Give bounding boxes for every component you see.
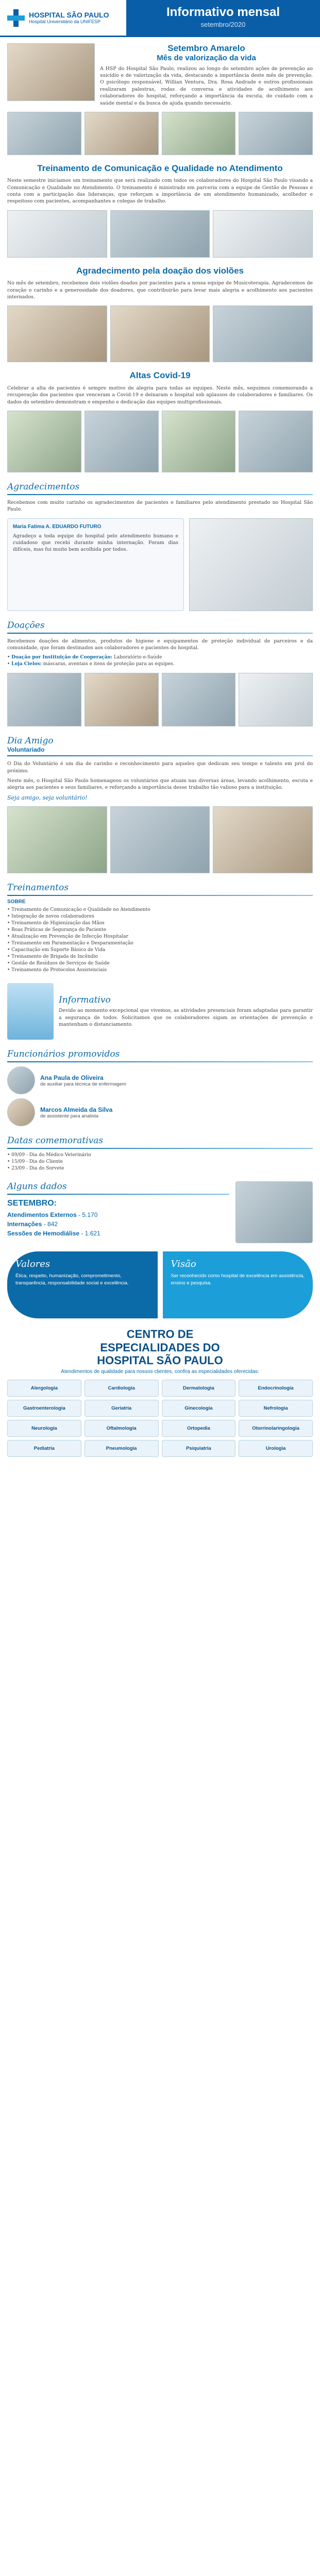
photo-event-1 [7,112,81,155]
specialty-item: Endocrinologia [239,1380,313,1397]
section-divider [7,895,313,896]
photo-event-4 [239,112,313,155]
info-illustration [7,983,54,1040]
training-item: • Treinamento de Higienização das Mãos [7,920,105,926]
section-altas-covid [0,362,320,472]
training-item: • Atualização em Prevenção de Infecção Hospitalar [7,934,128,939]
avatar [7,1066,35,1094]
stat-row: Sessões de Hemodiálise - 1.621 [7,1230,100,1238]
header-banner [126,0,320,36]
specialty-item: Gastroenterologia [7,1400,81,1417]
promoted-role: de assistente para analista [40,1113,99,1119]
section-title: Agradecimento pela doação dos violões [76,265,244,276]
hospital-cross-icon [7,9,25,27]
photo-hospital [235,1181,313,1243]
photo-donation-1 [7,673,81,726]
vision-card [163,1251,313,1318]
photo-volunteer-2 [110,806,210,873]
date-item: • 09/09 - Dia do Médico Veterinário [7,1153,91,1158]
donation-item: • Doação por Instituição de Cooperação: Laboratório e-Saúde [7,655,162,660]
section-text: No mês de setembro, recebemos dois violões doados por pacientes para a nossa equipe de Musicoterapia. Agradecemos de coração o carinho e a generosidade dos doadores, que contribuirão para levar mais alegria e acolhimento aos pacientes internados. [7,280,313,300]
specialties-grid [7,1380,313,1457]
section-text: O Dia do Voluntário é um dia de carinho e reconhecimento para aqueles que dedicam seu tempo e talento em prol do próximo. [7,761,313,774]
section-text: Devido ao momento excepcional que vivemos, as atividades presenciais foram adaptadas para garantir a segurança de todos. Solicitamos que os colaboradores sigam as orientações de prevenção e mantenham o distanciamento. [59,1008,313,1027]
values-title: Valores [15,1259,50,1270]
training-item: • Treinamento de Protocolos Assistenciais [7,968,107,973]
vision-text: Ser reconhecido como hospital de excelência em assistência, ensino e pesquisa. [171,1273,305,1286]
photo-event-2 [85,112,159,155]
photo-donation-2 [85,673,159,726]
section-text: Celebrar a alta de pacientes é sempre motivo de alegria para todas as equipes. Neste mês, seguimos comemorando a recuperação dos pacientes que venceram a Covid-19 e deixaram o hospital sob aplausos de colaboradores e familiares. Os dados do setembro demonstram o empenho e dedicação das equipes multiprofissionais. [7,385,313,405]
section-heading: Alguns dados [7,1181,67,1192]
stat-row: Atendimentos Externos - 5.170 [7,1211,98,1219]
section-especialidades [0,1318,320,1457]
section-subtitle: Mês de valorização da vida [157,53,256,62]
section-treinamento [0,155,320,258]
specialty-item: Nefrologia [239,1400,313,1417]
section-title: Altas Covid-19 [129,370,191,381]
specialties-title: CENTRO DE ESPECIALIDADES DO HOSPITAL SÃO PAULO [97,1328,223,1367]
specialty-item: Pediatria [7,1440,81,1457]
avatar [7,1098,35,1126]
training-item: • Treinamento em Paramentação e Desparamentação [7,941,133,946]
photo-donation-4 [239,673,313,726]
section-heading: Agradecimentos [7,481,80,492]
values-card [7,1251,158,1318]
photo-training-2 [110,210,210,258]
specialties-sub: Atendimentos de qualidade para nossos clientes, confira as especialidades oferecidas: [61,1369,259,1375]
specialty-item: Alergologia [7,1380,81,1397]
training-item: • Gestão de Resíduos de Serviços de Saúde [7,961,110,967]
section-divider [7,755,313,756]
section-subheading: SOBRE [7,899,26,905]
date-item: • 15/09 - Dia do Cliente [7,1159,63,1165]
thank-you-card [7,518,184,611]
section-text: Recebemos com muito carinho os agradecimentos de pacientes e familiares pelo atendimento prestado no Hospital São Paulo. [7,499,313,513]
newsletter-month: setembro/2020 [200,21,246,28]
section-title: Setembro Amarelo [167,43,245,53]
section-datas [0,1126,320,1172]
photo-training-3 [213,210,313,258]
specialty-item: Ortopedia [162,1420,236,1437]
section-promovidos [0,1040,320,1126]
section-text: Recebemos doações de alimentos, produtos de higiene e equipamentos de proteção individual de parceiros e da comunidade, que foram destinados aos colaboradores e pacientes do hospital. [7,638,313,651]
card-author: Maria Fatima A. EDUARDO FUTURO [13,523,102,530]
photo-event-3 [162,112,236,155]
training-item: • Boas Práticas de Segurança do Paciente [7,927,106,933]
training-item: • Capacitação em Suporte Básico de Vida [7,947,106,953]
card-message: Agradeço a toda equipe do hospital pelo atendimento humano e cuidadoso que recebi durante minha internação. Foram dias difíceis, mas fui muito bem acolhida por todos. [13,533,178,553]
section-heading: Doações [7,620,45,631]
section-agradecimentos [0,472,320,611]
section-heading: Dia Amigo [7,736,54,747]
section-divider [7,1194,229,1195]
donation-item: • Loja Cielos: máscaras, aventais e itens de proteção para as equipes. [7,662,175,667]
photo-team [7,43,95,101]
logo-area [0,0,126,36]
specialty-item: Geriatria [85,1400,159,1417]
section-setembro-amarelo [0,37,320,155]
photo-handwritten-note [189,518,313,611]
specialty-item: Psiquiatria [162,1440,236,1457]
section-text: A HSP do Hospital São Paulo, realizou ao longo do setembro ações de prevenção ao suicídio e de valorização da vida, destacando a importância deste mês de prevenção. O psicólogo responsável, Willian Ventura, Dra. Rosa Andrade e outros profissionais realizaram palestras, rodas de conversa e atividades de acolhimento aos colaboradores do hospital, reforçando a importância da escuta, do cuidado com a saúde mental e da busca de ajuda quando necessário. [100,65,313,106]
section-divider [7,1148,313,1149]
photo-donation-3 [162,673,236,726]
donation-list [7,654,313,668]
specialty-item: Dermatologia [162,1380,236,1397]
stats-list [7,1210,229,1238]
training-item: • Treinamento de Comunicação e Qualidade no Atendimento [7,907,150,912]
promoted-entry [7,1066,313,1094]
stat-row: Internações - 842 [7,1221,58,1228]
specialty-item: Cardiologia [85,1380,159,1397]
newsletter-title: Informativo mensal [166,5,280,19]
values-text: Ética, respeito, humanização, comprometimento, transparência, responsabilidade social e excelência. [15,1273,129,1286]
section-text: Neste mês, o Hospital São Paulo homenageou os voluntários que atuam nas diversas áreas, levando acolhimento, escuta e alegria aos pacientes e seus familiares, e reforçando a importância desse trabalho tão valioso para a instituição. [7,778,313,791]
date-item: • 23/09 - Dia do Sorvete [7,1166,64,1172]
promoted-entry [7,1098,313,1126]
section-informativo [0,974,320,1040]
section-subheading: Voluntariado [7,746,45,754]
section-divider [7,494,313,495]
logo-sub: Hospital Universitário da UNIFESP [29,19,101,25]
photo-training-1 [7,210,107,258]
specialty-item: Neurologia [7,1420,81,1437]
stats-title: SETEMBRO: [7,1199,57,1208]
vision-title: Visão [171,1259,196,1270]
specialty-item: Oftalmologia [85,1420,159,1437]
section-voluntarios [0,726,320,873]
promoted-name: Marcos Almeida da Silva [40,1106,113,1113]
promoted-role: de auxiliar para técnica de enfermagem [40,1081,126,1087]
specialty-item: Pneumologia [85,1440,159,1457]
quote: Seja amigo, seja voluntário! [7,794,88,801]
section-heading: Informativo [59,995,111,1006]
photo-guitar-3 [213,306,313,362]
section-heading: Funcionários promovidos [7,1049,120,1060]
photo-discharge-2 [85,411,159,472]
photo-discharge-4 [239,411,313,472]
section-dados [0,1172,320,1243]
photo-guitar-2 [110,306,210,362]
training-item: • Integração de novos colaboradores [7,913,94,919]
specialty-item: Otorrinolaringologia [239,1420,313,1437]
section-title: Treinamento de Comunicação e Qualidade no Atendimento [37,163,283,173]
training-item: • Treinamento de Brigada de Incêndio [7,954,98,960]
logo-name: HOSPITAL SÃO PAULO [29,10,109,19]
section-valores [0,1243,320,1318]
specialty-item: Urologia [239,1440,313,1457]
dates-list [7,1152,313,1172]
training-list [7,907,313,974]
photo-guitar-1 [7,306,107,362]
section-treinamentos [0,873,320,974]
photo-volunteer-3 [213,806,313,873]
photo-discharge-1 [7,411,81,472]
section-text: Neste semestre iniciamos um treinamento que será realizado com todos os colaboradores do Hospital São Paulo visando a Comunicação e Qualidade no Atendimento. O treinamento é ministrado em parceria com a equipe de Gestão de Pessoas e conta com a participação das lideranças, que reforçam a importância de um atendimento humanizado, acolhedor e respeitoso com pacientes, acompanhantes e colegas de trabalho. [7,178,313,205]
section-heading: Datas comemorativas [7,1136,104,1146]
photo-volunteer-1 [7,806,107,873]
section-doacoes [0,611,320,727]
newsletter-header [0,0,320,37]
section-divider [7,633,313,634]
photo-discharge-3 [162,411,236,472]
promoted-name: Ana Paula de Oliveira [40,1074,104,1081]
section-violoes [0,258,320,363]
specialty-item: Ginecologia [162,1400,236,1417]
section-heading: Treinamentos [7,882,69,893]
section-divider [7,1061,313,1062]
